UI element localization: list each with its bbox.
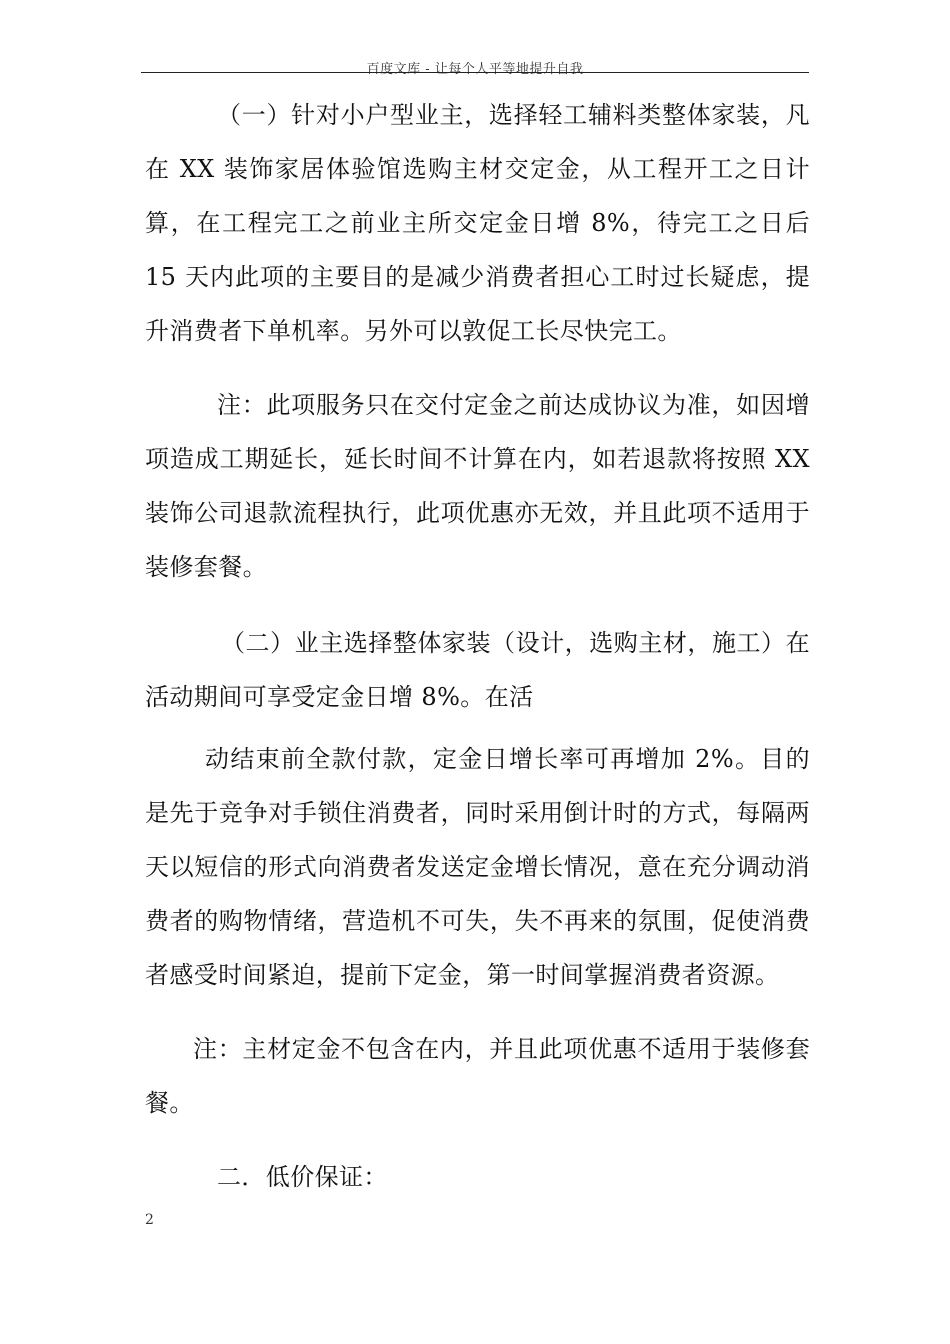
- page-number: 2: [145, 1212, 154, 1228]
- page-header: 百度文库 - 让每个人平等地提升自我: [366, 62, 584, 77]
- paragraph-note-two: 注：主材定金不包含在内，并且此项优惠不适用于装修套餐。: [145, 1035, 810, 1117]
- paragraph-offer-two-continued: 动结束前全款付款，定金日增长率可再增加 2%。目的是先于竞争对手锁住消费者，同时采用倒计时的方式，每隔两天以短信的形式向消费者发送定金增长情况，意在充分调动消费者的购物情绪，营造机不可失，失不再来的氛围，促使消费者感受时间紧迫，提前下定金，第一时间掌握消费者资源。: [145, 745, 810, 989]
- paragraph-offer-two: （二）业主选择整体家装（设计，选购主材，施工）在活动期间可享受定金日增 8%。在活: [145, 629, 810, 711]
- header-divider: [141, 72, 809, 73]
- paragraph-note-one: 注：此项服务只在交付定金之前达成协议为准，如因增项造成工期延长，延长时间不计算在内，如若退款将按照 XX 装饰公司退款流程执行，此项优惠亦无效，并且此项不适用于装修套餐。: [145, 391, 810, 581]
- section-heading-low-price: 二．低价保证：: [217, 1163, 388, 1191]
- paragraph-offer-one: （一）针对小户型业主，选择轻工辅料类整体家装，凡在 XX 装饰家居体验馆选购主材交定金，从工程开工之日计算，在工程完工之前业主所交定金日增 8%，待完工之日后 15 天内此项的主要目的是减少消费者担心工时过长疑虑，提升消费者下单机率。另外可以敦促工长尽快完工。: [145, 101, 810, 345]
- document-body: [145, 88, 810, 1204]
